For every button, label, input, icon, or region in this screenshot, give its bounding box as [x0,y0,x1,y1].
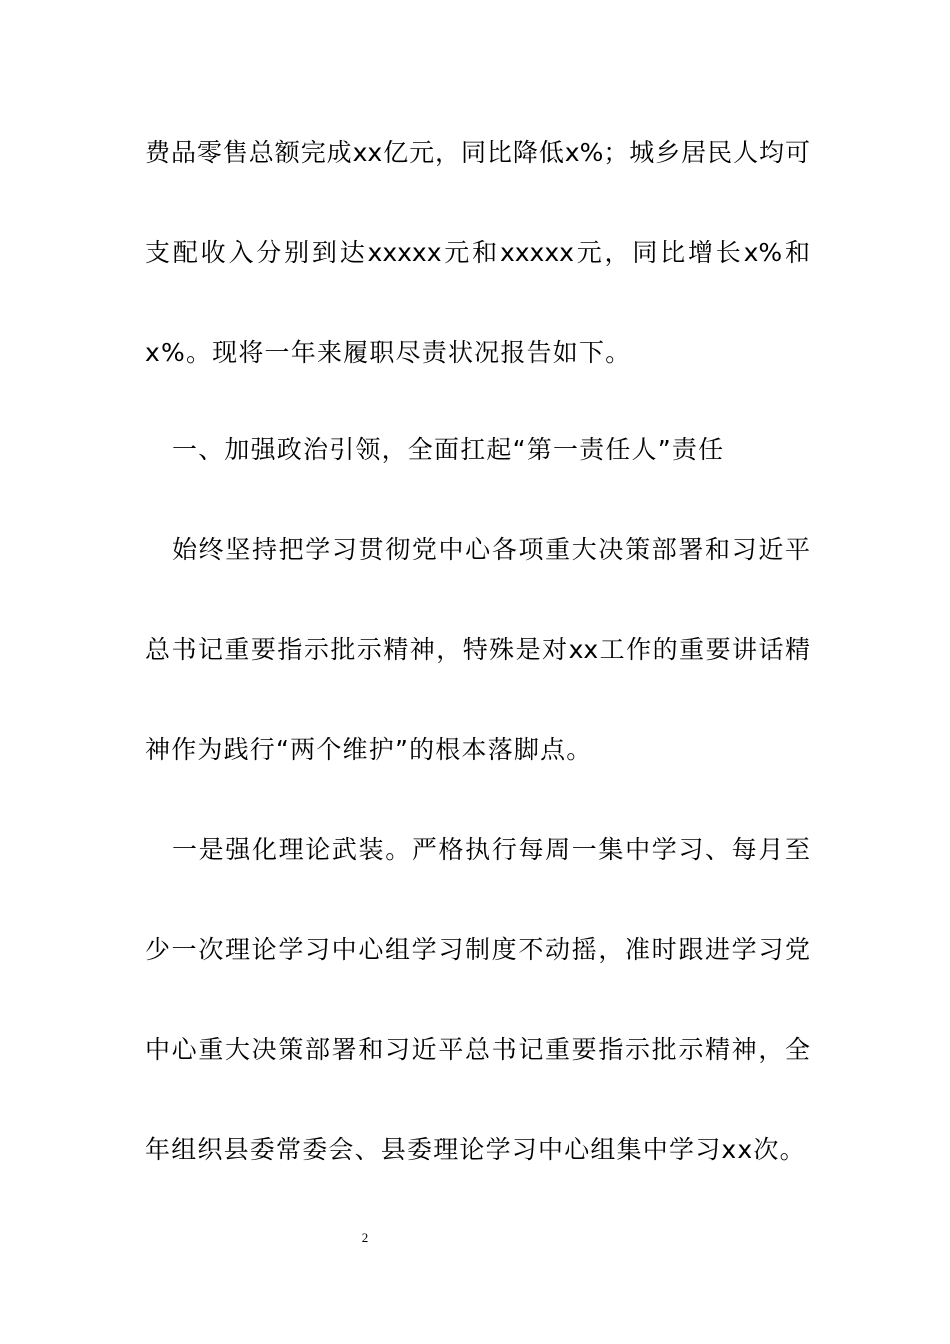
paragraph-line: 费品零售总额完成xx亿元，同比降低x%；城乡居民人均可 [145,138,810,167]
paragraph-line: 始终坚持把学习贯彻党中心各项重大决策部署和习近平 [172,535,810,564]
paragraph-line: 年组织县委常委会、县委理论学习中心组集中学习xx次。 [145,1135,806,1164]
paragraph-line: 少一次理论学习中心组学习制度不动摇，准时跟进学习党 [145,935,810,964]
paragraph-line: 中心重大决策部署和习近平总书记重要指示批示精神，全 [145,1035,810,1064]
paragraph-line: x%。现将一年来履职尽责状况报告如下。 [145,338,632,367]
paragraph-line: 一是强化理论武装。严格执行每周一集中学习、每月至 [172,835,810,864]
page-number: 2 [361,1230,369,1245]
paragraph-line: 支配收入分别到达xxxxx元和xxxxx元，同比增长x%和 [145,238,810,267]
paragraph-line: 总书记重要指示批示精神，特殊是对xx工作的重要讲话精 [145,635,810,664]
paragraph-line: 神作为践行“两个维护”的根本落脚点。 [145,735,593,764]
section-heading: 一、加强政治引领，全面扛起“第一责任人”责任 [172,435,725,464]
